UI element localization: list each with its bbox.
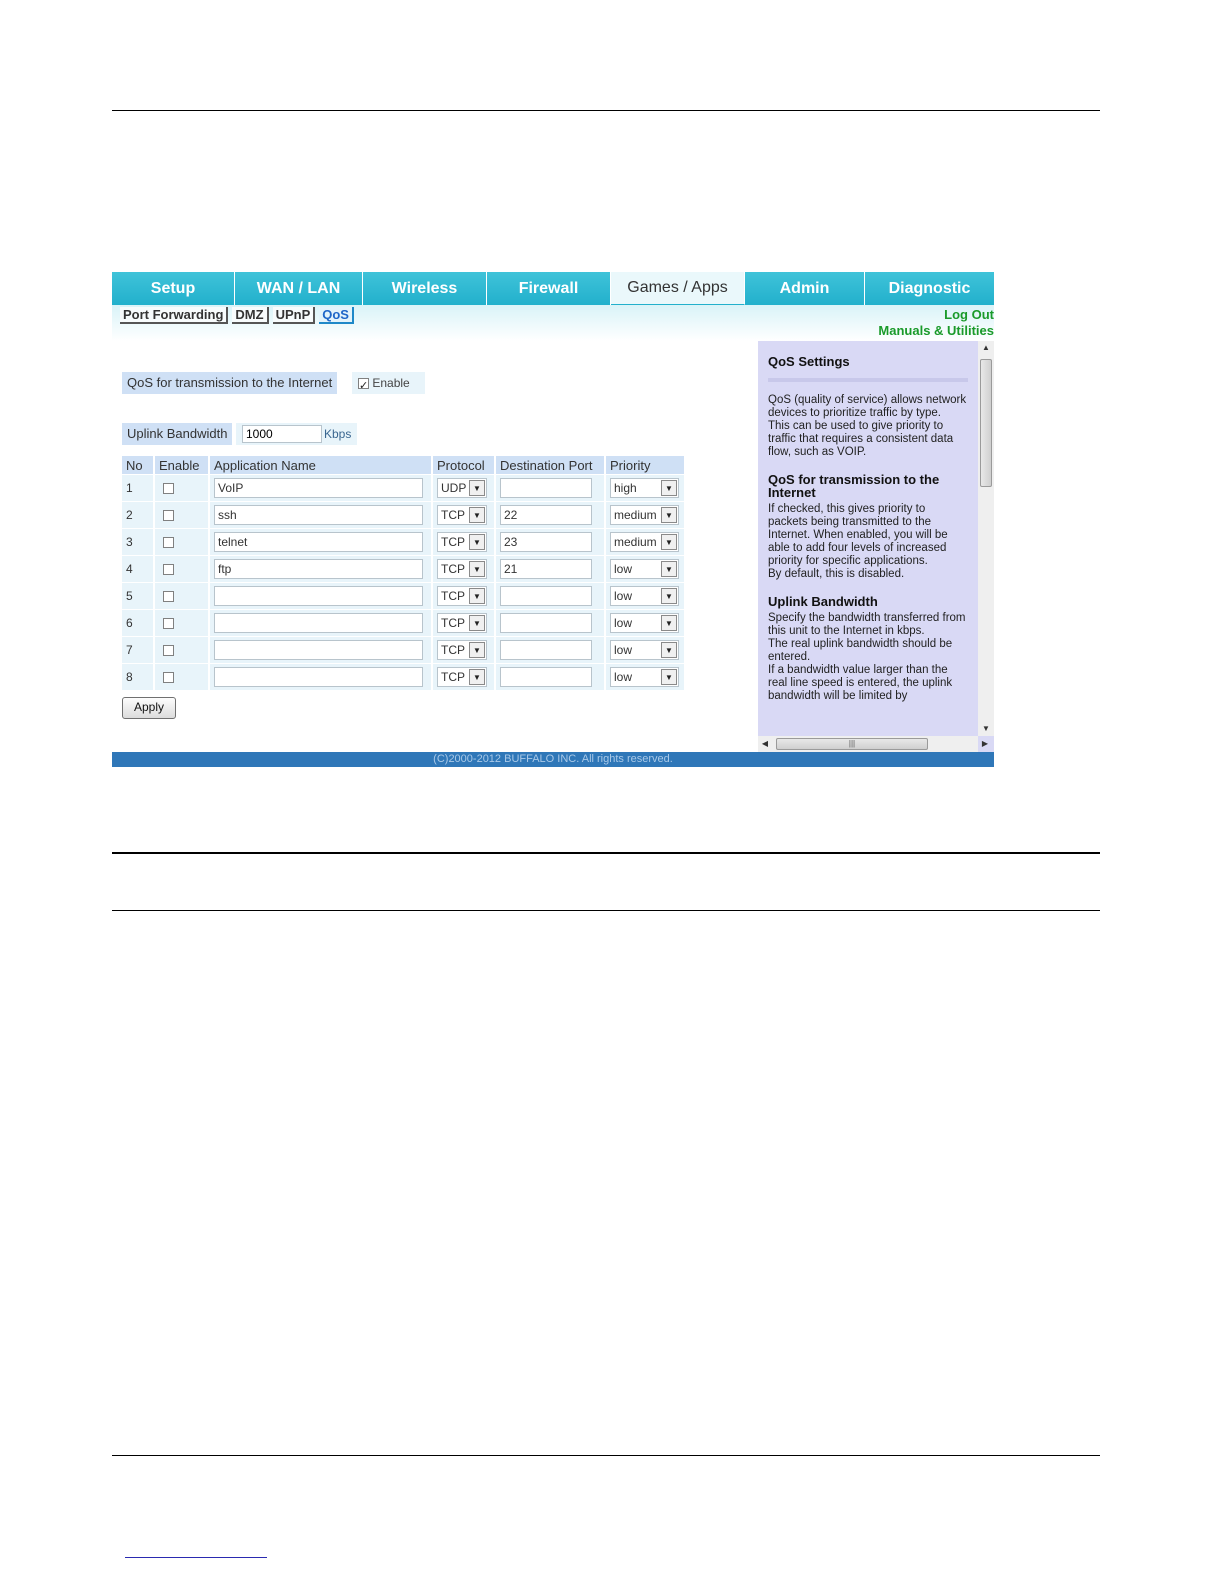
protocol-select[interactable]: [437, 532, 487, 552]
table-row: [122, 501, 684, 528]
table-row: [122, 474, 684, 501]
protocol-select[interactable]: [437, 613, 487, 633]
priority-select[interactable]: [610, 667, 679, 687]
row-protocol-cell: [433, 636, 496, 663]
subtab-dmz[interactable]: DMZ: [232, 307, 268, 324]
row-number: 1: [122, 474, 155, 501]
row-enable-cell: [155, 528, 210, 555]
row-port-cell: [496, 609, 606, 636]
row-number: 4: [122, 555, 155, 582]
row-port-cell: [496, 528, 606, 555]
chevron-down-icon[interactable]: ▼: [469, 669, 485, 685]
destination-port-input[interactable]: [500, 667, 592, 687]
row-enable-checkbox[interactable]: [163, 591, 174, 602]
row-enable-cell: [155, 501, 210, 528]
help-section-uplink-text-3: If a bandwidth value larger than the real line speed is entered, the uplink bandwidth will be limited by: [768, 664, 953, 702]
row-enable-checkbox[interactable]: [163, 645, 174, 656]
chevron-down-icon[interactable]: ▼: [469, 642, 485, 658]
priority-select[interactable]: [610, 478, 679, 498]
application-name-input[interactable]: [214, 640, 423, 660]
row-protocol-cell: [433, 609, 496, 636]
help-divider: [768, 378, 968, 382]
protocol-value: TCP: [441, 616, 465, 630]
priority-select[interactable]: [610, 613, 679, 633]
priority-value: low: [614, 643, 633, 657]
scroll-up-icon[interactable]: ▲: [982, 343, 990, 352]
row-number: 6: [122, 609, 155, 636]
protocol-select[interactable]: [437, 667, 487, 687]
chevron-down-icon[interactable]: ▼: [661, 534, 677, 550]
qos-rules-table: [122, 456, 684, 690]
help-section-transmission-title: QoS for transmission to the Internet: [768, 472, 940, 500]
protocol-select[interactable]: [437, 586, 487, 606]
table-row: [122, 609, 684, 636]
help-title: QoS Settings: [768, 354, 850, 369]
row-priority-cell: [606, 555, 684, 582]
row-app-cell: [210, 636, 433, 663]
row-enable-checkbox[interactable]: [163, 618, 174, 629]
subtab-port-forwarding[interactable]: Port Forwarding: [120, 307, 228, 324]
row-enable-checkbox[interactable]: [163, 564, 174, 575]
row-priority-cell: [606, 474, 684, 501]
chevron-down-icon[interactable]: ▼: [469, 561, 485, 577]
qos-enable-group: [352, 372, 425, 394]
row-app-cell: [210, 555, 433, 582]
row-port-cell: [496, 582, 606, 609]
chevron-down-icon[interactable]: ▼: [469, 480, 485, 496]
priority-value: low: [614, 670, 633, 684]
row-number: 5: [122, 582, 155, 609]
application-name-input[interactable]: [214, 586, 423, 606]
destination-port-input[interactable]: [500, 586, 592, 606]
chevron-down-icon[interactable]: ▼: [661, 642, 677, 658]
col-destination-port: Destination Port: [496, 456, 606, 474]
destination-port-input[interactable]: [500, 613, 592, 633]
main-tabs: [112, 272, 994, 305]
row-enable-cell: [155, 663, 210, 690]
priority-select[interactable]: [610, 559, 679, 579]
application-name-input[interactable]: VoIP: [214, 478, 423, 498]
sub-navigation: [112, 305, 994, 341]
row-port-cell: [496, 501, 606, 528]
help-section-transmission-text: If checked, this gives priority to packets being transmitted to the Internet. When enabled, you will be able to add four levels of increased priority for specific applications.: [768, 503, 948, 567]
manuals-link[interactable]: Manuals & Utilities: [878, 323, 994, 338]
protocol-select[interactable]: [437, 478, 487, 498]
help-intro-2: This can be used to give priority to traffic that requires a consistent data flow, such as VOIP.: [768, 420, 954, 458]
protocol-value: TCP: [441, 670, 465, 684]
tab-games-apps[interactable]: Games / Apps: [611, 272, 745, 305]
row-port-cell: [496, 474, 606, 501]
row-priority-cell: [606, 636, 684, 663]
help-section-uplink-title: Uplink Bandwidth: [768, 594, 878, 609]
uplink-bandwidth-label: Uplink Bandwidth: [122, 423, 232, 445]
logout-link[interactable]: Log Out: [944, 307, 994, 322]
row-port-cell: [496, 663, 606, 690]
protocol-value: TCP: [441, 643, 465, 657]
row-number: 3: [122, 528, 155, 555]
uplink-group: [236, 423, 357, 445]
tab-firewall[interactable]: Firewall: [487, 272, 611, 305]
col-priority: Priority: [606, 456, 684, 474]
chevron-down-icon[interactable]: ▼: [469, 534, 485, 550]
row-protocol-cell: [433, 528, 496, 555]
row-enable-checkbox[interactable]: [163, 510, 174, 521]
row-enable-cell: [155, 609, 210, 636]
row-app-cell: [210, 609, 433, 636]
section-rule: [112, 910, 1100, 911]
priority-value: medium: [614, 535, 657, 549]
apply-button[interactable]: Apply: [122, 697, 176, 719]
application-name-input[interactable]: ftp: [214, 559, 423, 579]
row-priority-cell: [606, 501, 684, 528]
scroll-down-icon[interactable]: ▼: [982, 724, 990, 733]
page-top-rule: [112, 110, 1100, 111]
chevron-down-icon[interactable]: ▼: [661, 561, 677, 577]
row-enable-cell: [155, 582, 210, 609]
destination-port-input[interactable]: [500, 478, 592, 498]
destination-port-input[interactable]: 21: [500, 559, 592, 579]
row-protocol-cell: [433, 501, 496, 528]
protocol-value: TCP: [441, 562, 465, 576]
scroll-left-icon[interactable]: ◀: [761, 739, 769, 748]
protocol-value: TCP: [441, 535, 465, 549]
row-enable-checkbox[interactable]: [163, 537, 174, 548]
tab-wan-lan[interactable]: WAN / LAN: [235, 272, 363, 305]
row-app-cell: [210, 528, 433, 555]
row-enable-checkbox[interactable]: [163, 672, 174, 683]
tab-wireless[interactable]: Wireless: [363, 272, 487, 305]
table-row: [122, 528, 684, 555]
row-protocol-cell: [433, 474, 496, 501]
priority-value: low: [614, 562, 633, 576]
col-application-name: Application Name: [210, 456, 433, 474]
protocol-select[interactable]: [437, 505, 487, 525]
help-pane: [758, 341, 994, 752]
priority-select[interactable]: [610, 505, 679, 525]
row-protocol-cell: [433, 555, 496, 582]
row-enable-cell: [155, 636, 210, 663]
destination-port-input[interactable]: 23: [500, 532, 592, 552]
row-app-cell: [210, 582, 433, 609]
application-name-input[interactable]: telnet: [214, 532, 423, 552]
subtab-qos[interactable]: QoS: [319, 307, 354, 324]
protocol-select[interactable]: [437, 559, 487, 579]
priority-value: medium: [614, 508, 657, 522]
protocol-value: UDP: [441, 481, 467, 495]
destination-port-input[interactable]: 22: [500, 505, 592, 525]
chevron-down-icon[interactable]: ▼: [661, 507, 677, 523]
row-priority-cell: [606, 528, 684, 555]
chevron-down-icon[interactable]: ▼: [469, 507, 485, 523]
protocol-value: TCP: [441, 589, 465, 603]
priority-select[interactable]: [610, 586, 679, 606]
priority-value: low: [614, 589, 633, 603]
help-horizontal-scrollbar[interactable]: [758, 736, 989, 752]
qos-settings-form: [112, 341, 758, 751]
chevron-down-icon[interactable]: ▼: [661, 588, 677, 604]
help-section-uplink-text-1: Specify the bandwidth transferred from this unit to the Internet in kbps.: [768, 612, 966, 637]
priority-value: high: [614, 481, 637, 495]
row-priority-cell: [606, 609, 684, 636]
row-number: 2: [122, 501, 155, 528]
row-port-cell: [496, 636, 606, 663]
chevron-down-icon[interactable]: ▼: [661, 615, 677, 631]
row-app-cell: [210, 474, 433, 501]
row-priority-cell: [606, 582, 684, 609]
table-row: [122, 636, 684, 663]
uplink-unit: Kbps: [324, 427, 352, 441]
row-app-cell: [210, 663, 433, 690]
chevron-down-icon[interactable]: ▼: [661, 669, 677, 685]
row-number: 8: [122, 663, 155, 690]
router-ui-screenshot: [112, 272, 994, 767]
help-section-transmission-default: By default, this is disabled.: [768, 568, 905, 580]
application-name-input[interactable]: [214, 667, 423, 687]
protocol-value: TCP: [441, 508, 465, 522]
priority-value: low: [614, 616, 633, 630]
col-enable: Enable: [155, 456, 210, 474]
row-enable-checkbox[interactable]: [163, 483, 174, 494]
qos-transmission-label: QoS for transmission to the Internet: [122, 372, 337, 394]
chevron-down-icon[interactable]: ▼: [469, 588, 485, 604]
col-no: No: [122, 456, 155, 474]
help-section-uplink-text-2: The real uplink bandwidth should be entered.: [768, 638, 953, 663]
tab-setup[interactable]: Setup: [112, 272, 235, 305]
table-row: [122, 582, 684, 609]
priority-select[interactable]: [610, 640, 679, 660]
copyright-footer: (C)2000-2012 BUFFALO INC. All rights reserved.: [112, 752, 994, 767]
col-protocol: Protocol: [433, 456, 496, 474]
horizontal-scroll-thumb[interactable]: |||: [776, 738, 928, 750]
tab-diagnostic[interactable]: Diagnostic: [865, 272, 994, 305]
scroll-thumb[interactable]: [980, 359, 992, 487]
priority-select[interactable]: [610, 532, 679, 552]
help-vertical-scrollbar[interactable]: [978, 341, 994, 736]
application-name-input[interactable]: ssh: [214, 505, 423, 525]
help-intro-1: QoS (quality of service) allows network devices to prioritize traffic by type.: [768, 394, 967, 419]
page-bottom-rule: [112, 1455, 1100, 1456]
uplink-bandwidth-input[interactable]: 1000: [242, 425, 322, 443]
scroll-right-icon[interactable]: ▶: [981, 739, 989, 748]
application-name-input[interactable]: [214, 613, 423, 633]
table-row: [122, 555, 684, 582]
chevron-down-icon[interactable]: ▼: [469, 615, 485, 631]
protocol-select[interactable]: [437, 640, 487, 660]
table-header-row: [122, 456, 684, 474]
qos-enable-checkbox[interactable]: [358, 378, 369, 389]
qos-enable-label: Enable: [372, 376, 410, 390]
tab-admin[interactable]: Admin: [745, 272, 865, 305]
subtab-upnp[interactable]: UPnP: [273, 307, 316, 324]
destination-port-input[interactable]: [500, 640, 592, 660]
row-enable-cell: [155, 474, 210, 501]
row-port-cell: [496, 555, 606, 582]
footnote-rule: [125, 1557, 267, 1558]
row-number: 7: [122, 636, 155, 663]
row-priority-cell: [606, 663, 684, 690]
table-row: [122, 663, 684, 690]
chevron-down-icon[interactable]: ▼: [661, 480, 677, 496]
row-app-cell: [210, 501, 433, 528]
row-protocol-cell: [433, 663, 496, 690]
row-enable-cell: [155, 555, 210, 582]
section-rule-thick: [112, 852, 1100, 854]
row-protocol-cell: [433, 582, 496, 609]
